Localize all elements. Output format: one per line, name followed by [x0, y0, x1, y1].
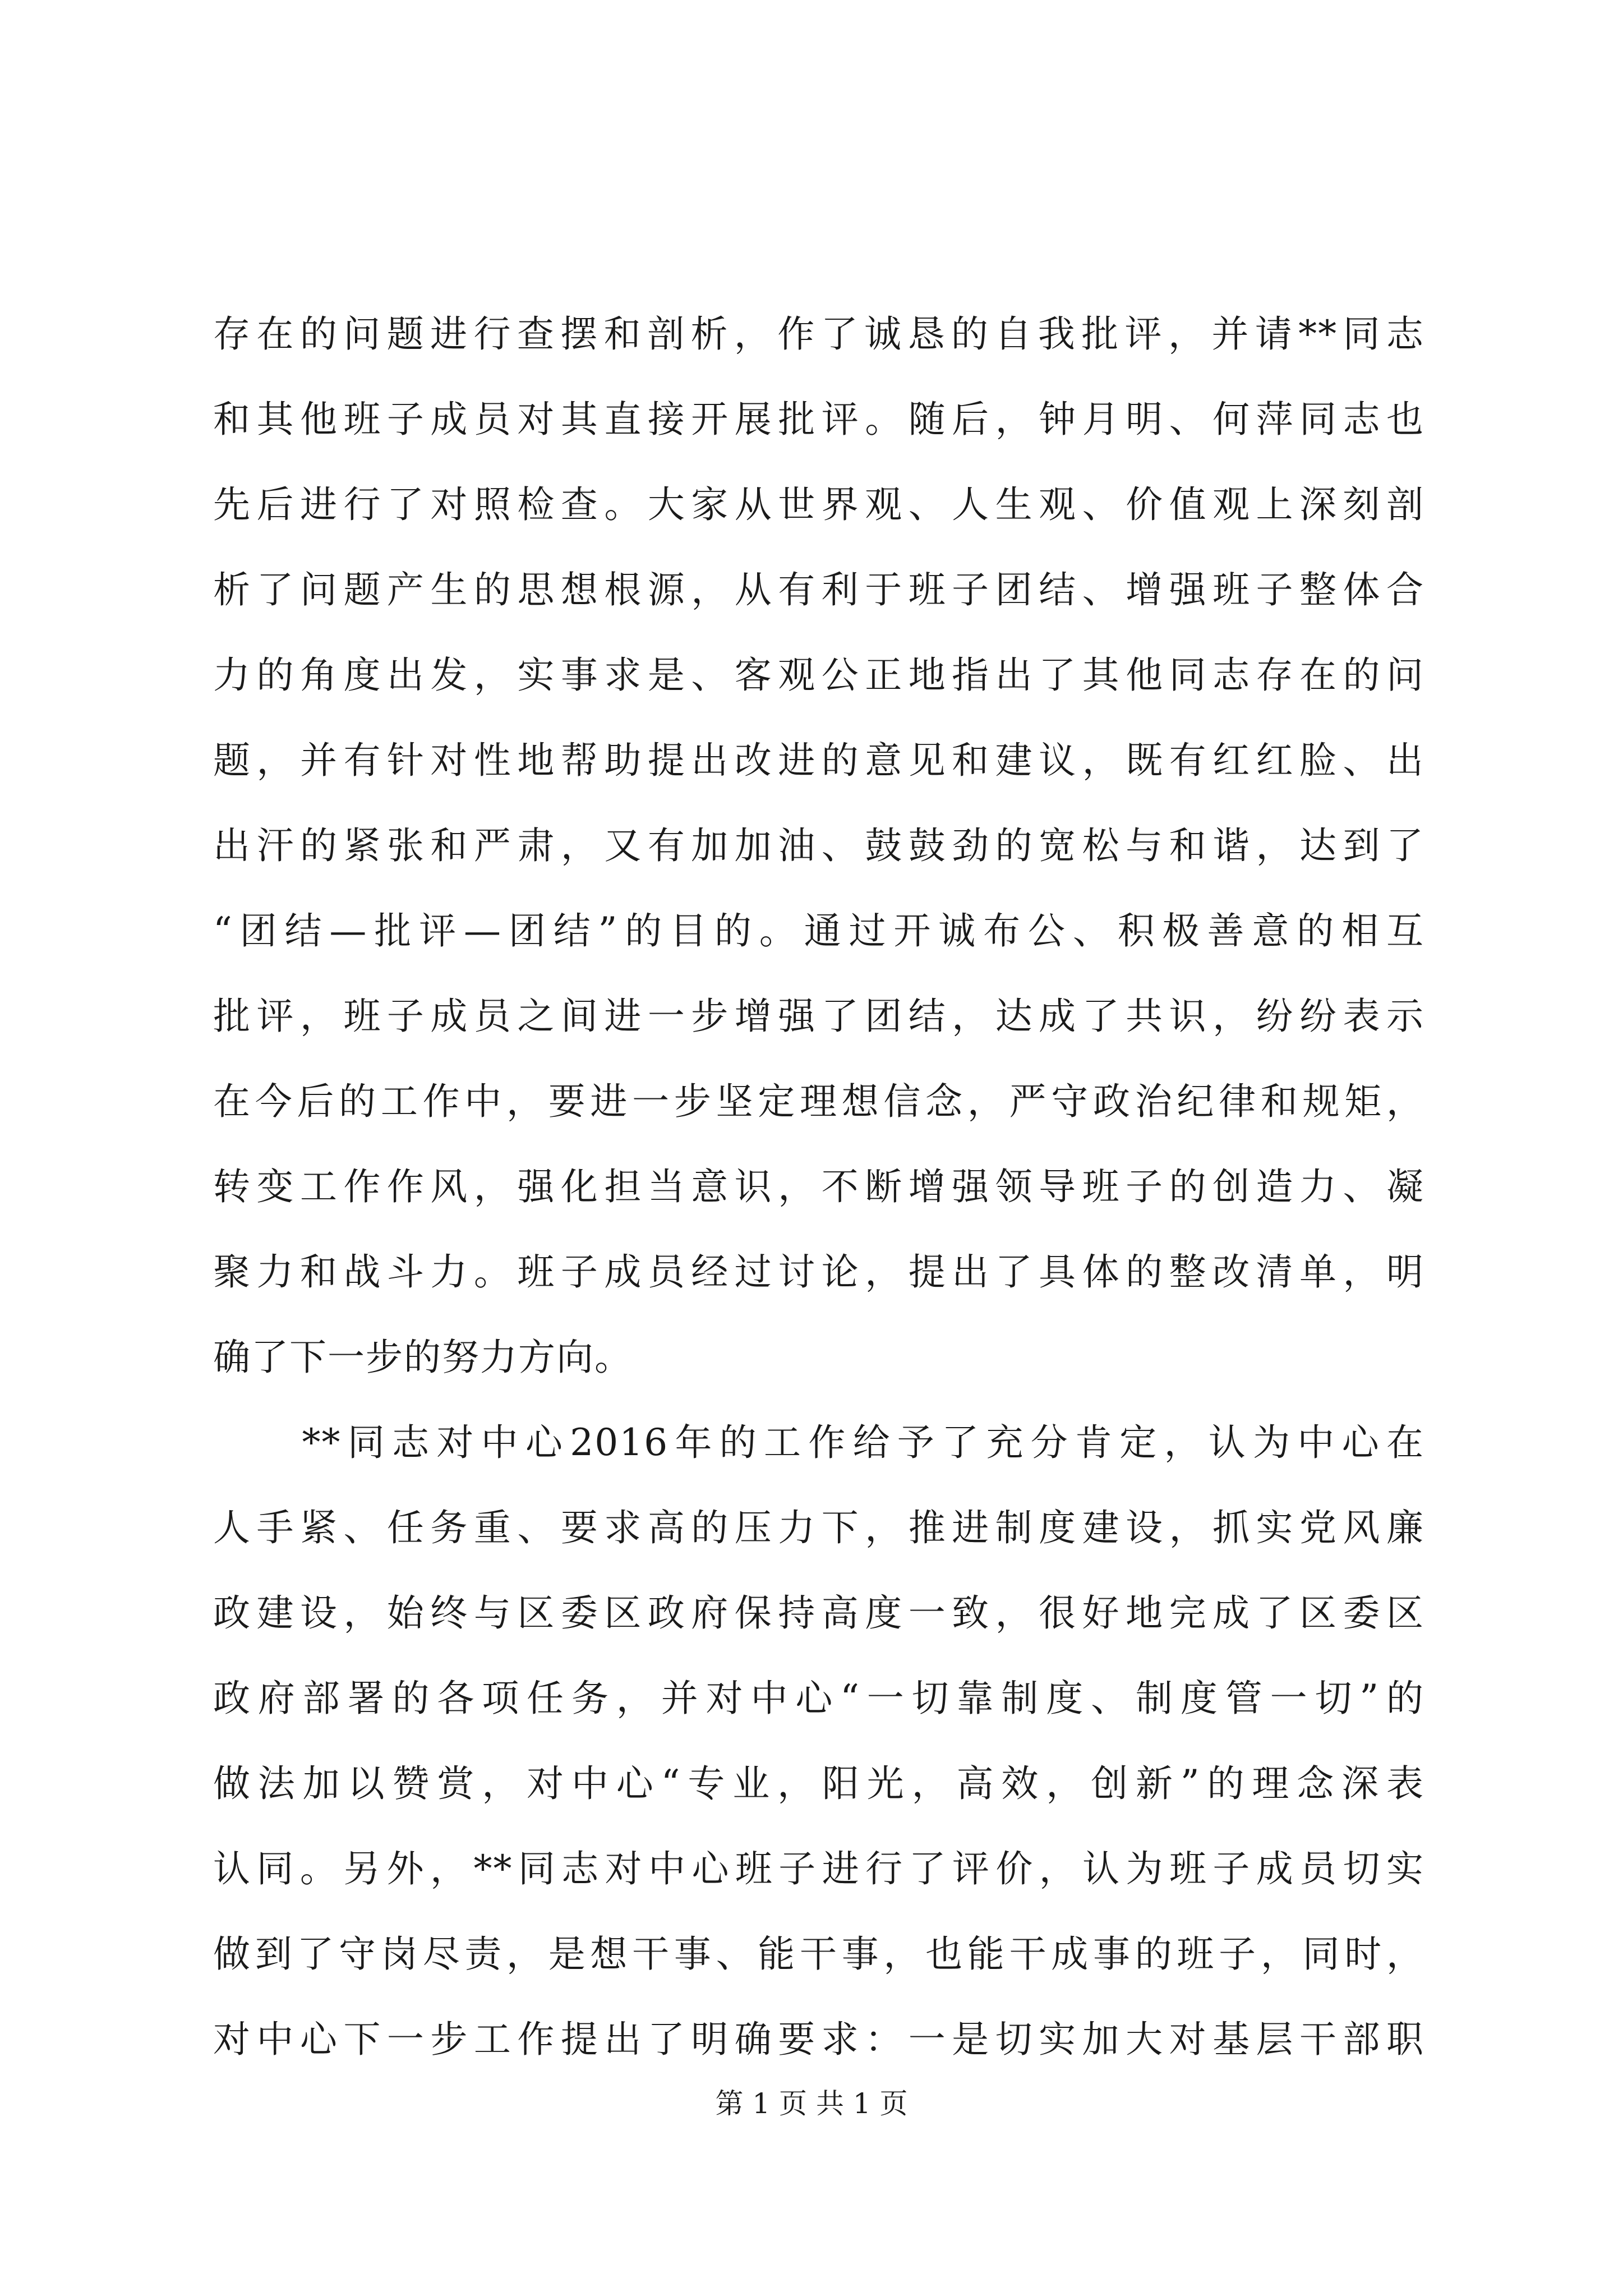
text-line: “团结—批评—团结”的目的。通过开诚布公、积极善意的相互	[213, 909, 1424, 953]
text-line: 确了下一步的努力方向。	[213, 1336, 633, 1379]
text-line: 做法加以赞赏，对中心“专业，阳光，高效，创新”的理念深表	[213, 1762, 1424, 1805]
document-body	[213, 292, 1424, 2082]
text-line: 转变工作作风，强化担当意识，不断增强领导班子的创造力、凝	[213, 1165, 1424, 1208]
text-line: 聚力和战斗力。班子成员经过讨论，提出了具体的整改清单，明	[213, 1250, 1424, 1294]
text-line: 析了问题产生的思想根源，从有利于班子团结、增强班子整体合	[213, 568, 1424, 611]
text-line: 人手紧、任务重、要求高的压力下，推进制度建设，抓实党风廉	[213, 1506, 1424, 1549]
text-line: 认同。另外，**同志对中心班子进行了评价，认为班子成员切实	[213, 1847, 1424, 1890]
text-line: 题，并有针对性地帮助提出改进的意见和建议，既有红红脸、出	[213, 739, 1424, 782]
text-line: 批评，班子成员之间进一步增强了团结，达成了共识，纷纷表示	[213, 995, 1424, 1038]
text-line: 做到了守岗尽责，是想干事、能干事，也能干成事的班子，同时，	[213, 1932, 1424, 1976]
text-line: 力的角度出发，实事求是、客观公正地指出了其他同志存在的问	[213, 654, 1424, 697]
text-line: 存在的问题进行查摆和剖析，作了诚恳的自我批评，并请**同志	[213, 312, 1424, 356]
text-line: **同志对中心2016年的工作给予了充分肯定，认为中心在	[213, 1421, 1424, 1464]
text-line: 对中心下一步工作提出了明确要求：一是切实加大对基层干部职	[213, 2018, 1424, 2061]
text-line: 先后进行了对照检查。大家从世界观、人生观、价值观上深刻剖	[213, 483, 1424, 526]
text-line: 和其他班子成员对其直接开展批评。随后，钟月明、何萍同志也	[213, 398, 1424, 441]
text-line: 政建设，始终与区委区政府保持高度一致，很好地完成了区委区	[213, 1591, 1424, 1635]
text-line: 出汗的紧张和严肃，又有加加油、鼓鼓劲的宽松与和谐，达到了	[213, 824, 1424, 867]
page-number-footer: 第 1 页 共 1 页	[715, 2087, 908, 2120]
text-line: 政府部署的各项任务，并对中心“一切靠制度、制度管一切”的	[213, 1677, 1424, 1720]
text-line: 在今后的工作中，要进一步坚定理想信念，严守政治纪律和规矩，	[213, 1080, 1424, 1123]
